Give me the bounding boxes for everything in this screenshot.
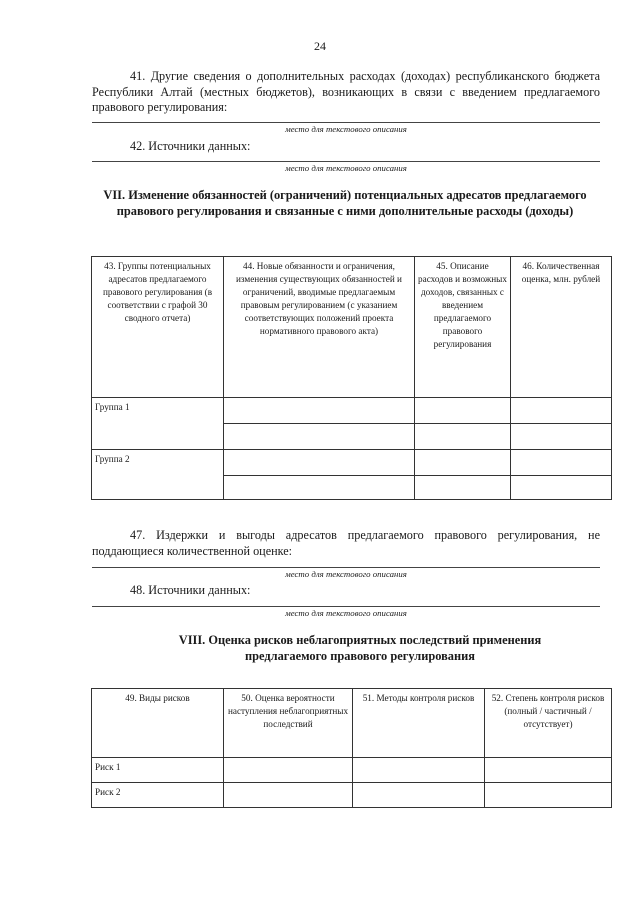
table-cell [511,398,612,424]
table-cell [224,424,415,450]
table-row [92,758,612,783]
placeholder-caption-48: место для текстового описания [285,608,407,618]
text-line-47 [92,567,600,568]
risks-table [91,688,612,808]
text-line-41 [92,122,600,123]
table-cell [353,783,485,808]
section-8-heading: VIII. Оценка рисков неблагоприятных последствий применения предлагаемого правового регулирования [178,633,542,663]
text-line-42 [92,161,600,162]
header-46: 46. Количественная оценка, млн. рублей [511,257,612,398]
table-row [92,783,612,808]
table-cell [415,398,511,424]
placeholder-caption-47: место для текстового описания [285,569,407,579]
header-49: 49. Виды рисков [92,689,224,758]
table-cell [511,424,612,450]
risk-1-label: Риск 1 [92,758,224,783]
table-header-row [92,257,612,398]
table-cell [224,450,415,476]
table-cell [224,398,415,424]
table-row [92,450,612,476]
placeholder-caption-41: место для текстового описания [285,124,407,134]
header-50: 50. Оценка вероятности наступления неблагоприятных последствий [224,689,353,758]
header-43: 43. Группы потенциальных адресатов предлагаемого правового регулирования (в соответствии с графой 30 сводного отчета) [92,257,224,398]
header-52: 52. Степень контроля рисков (полный / частичный / отсутствует) [485,689,612,758]
obligations-table [91,256,612,500]
page-number: 24 [314,39,326,53]
table-row [92,398,612,424]
header-45: 45. Описание расходов и возможных доходов, связанных с введением предлагаемого правового регулирования [415,257,511,398]
item-47-text: 47. Издержки и выгоды адресатов предлагаемого правового регулирования, не поддающиеся количественной оценке: [92,528,600,558]
table-cell [415,476,511,500]
group-2-label: Группа 2 [92,450,224,500]
text-line-48 [92,606,600,607]
table-cell [224,476,415,500]
placeholder-caption-42: место для текстового описания [285,163,407,173]
header-44: 44. Новые обязанности и ограничения, изменения существующих обязанностей и ограничений, вводимые предлагаемым правовым регулированием (с указанием соответствующих положений проекта нормативного правового акта) [224,257,415,398]
table-cell [415,450,511,476]
table-cell [511,450,612,476]
table-cell [485,783,612,808]
item-42-text: 42. Источники данных: [130,139,251,153]
table-cell [224,758,353,783]
table-cell [415,424,511,450]
group-1-label: Группа 1 [92,398,224,450]
risk-2-label: Риск 2 [92,783,224,808]
table-header-row [92,689,612,758]
header-51: 51. Методы контроля рисков [353,689,485,758]
item-41-text: 41. Другие сведения о дополнительных расходах (доходах) республиканского бюджета Республики Алтай (местных бюджетов), возникающих в связи с введением предлагаемого правового регулирования: [92,69,600,114]
table-cell [485,758,612,783]
table-cell [511,476,612,500]
section-7-heading: VII. Изменение обязанностей (ограничений) потенциальных адресатов предлагаемого правового регулирования и связанные с ними дополнительные расходы (доходы) [103,188,587,218]
table-cell [224,783,353,808]
item-48-text: 48. Источники данных: [130,583,251,597]
table-cell [353,758,485,783]
